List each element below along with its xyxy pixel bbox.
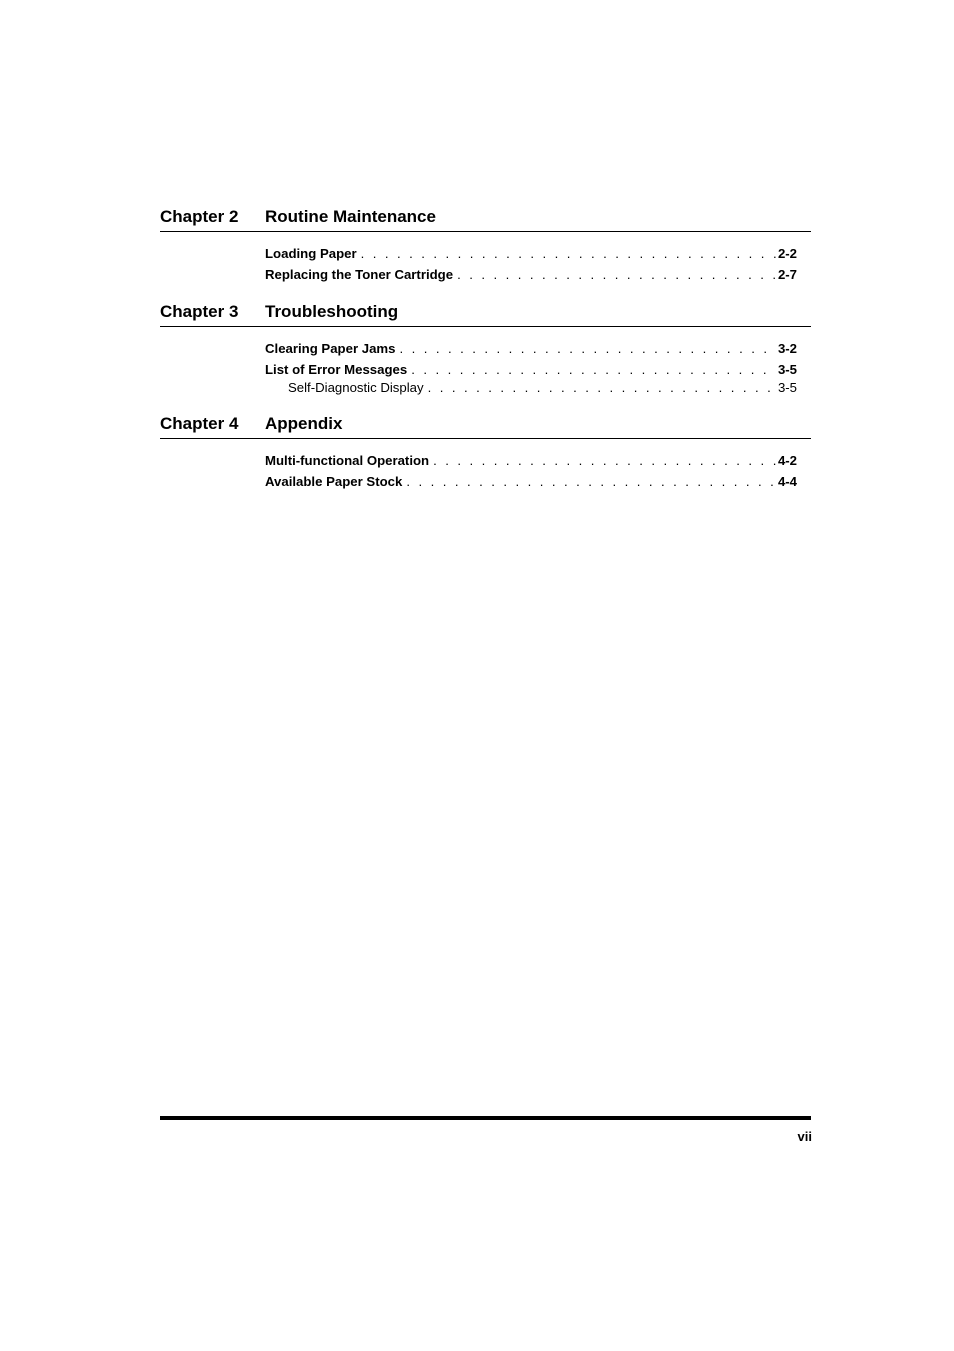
dot-leader (361, 246, 776, 261)
chapter-section-4 (160, 414, 811, 495)
toc-entry-label: Multi-functional Operation (265, 453, 430, 468)
page-number: vii (797, 1129, 812, 1144)
chapter-title: Routine Maintenance (265, 207, 436, 226)
toc-entry[interactable] (265, 453, 797, 474)
toc-subentry[interactable] (265, 380, 797, 398)
toc-entry-label: Available Paper Stock (265, 474, 403, 489)
toc-entry-label: List of Error Messages (265, 362, 408, 377)
toc-entry-page: 3-2 (777, 341, 797, 356)
chapter-title: Appendix (265, 414, 343, 433)
dot-leader (433, 453, 776, 468)
chapter-section-3 (160, 302, 811, 398)
footer-rule (160, 1116, 811, 1120)
chapter-number: Chapter 4 (160, 414, 239, 433)
toc-entry-page: 2-7 (777, 267, 797, 282)
toc-entry-page: 4-4 (777, 474, 797, 489)
toc-entry[interactable] (265, 267, 797, 288)
chapter-heading (160, 414, 811, 439)
dot-leader (406, 474, 776, 489)
toc-entry[interactable] (265, 246, 797, 267)
chapter-number: Chapter 3 (160, 302, 239, 321)
chapter-heading (160, 207, 811, 232)
chapter-section-2 (160, 207, 811, 288)
dot-leader (411, 362, 776, 377)
toc-entry-page: 2-2 (777, 246, 797, 261)
chapter-heading (160, 302, 811, 327)
dot-leader (399, 341, 775, 356)
toc-entry-label: Clearing Paper Jams (265, 341, 396, 356)
toc-entry-label: Loading Paper (265, 246, 357, 261)
toc-entry-label: Self-Diagnostic Display (288, 380, 424, 395)
dot-leader (457, 267, 776, 282)
toc-entry[interactable] (265, 362, 797, 380)
toc-entry[interactable] (265, 341, 797, 362)
toc-entries (265, 439, 797, 495)
toc-entry-label: Replacing the Toner Cartridge (265, 267, 454, 282)
toc-entries (265, 327, 797, 398)
toc-entry-page: 3-5 (777, 362, 797, 377)
toc-entry[interactable] (265, 474, 797, 495)
toc-entry-page: 4-2 (777, 453, 797, 468)
chapter-title: Troubleshooting (265, 302, 399, 321)
toc-entries (265, 232, 797, 288)
chapter-number: Chapter 2 (160, 207, 239, 226)
toc-entry-page: 3-5 (777, 380, 797, 395)
dot-leader (428, 380, 776, 395)
